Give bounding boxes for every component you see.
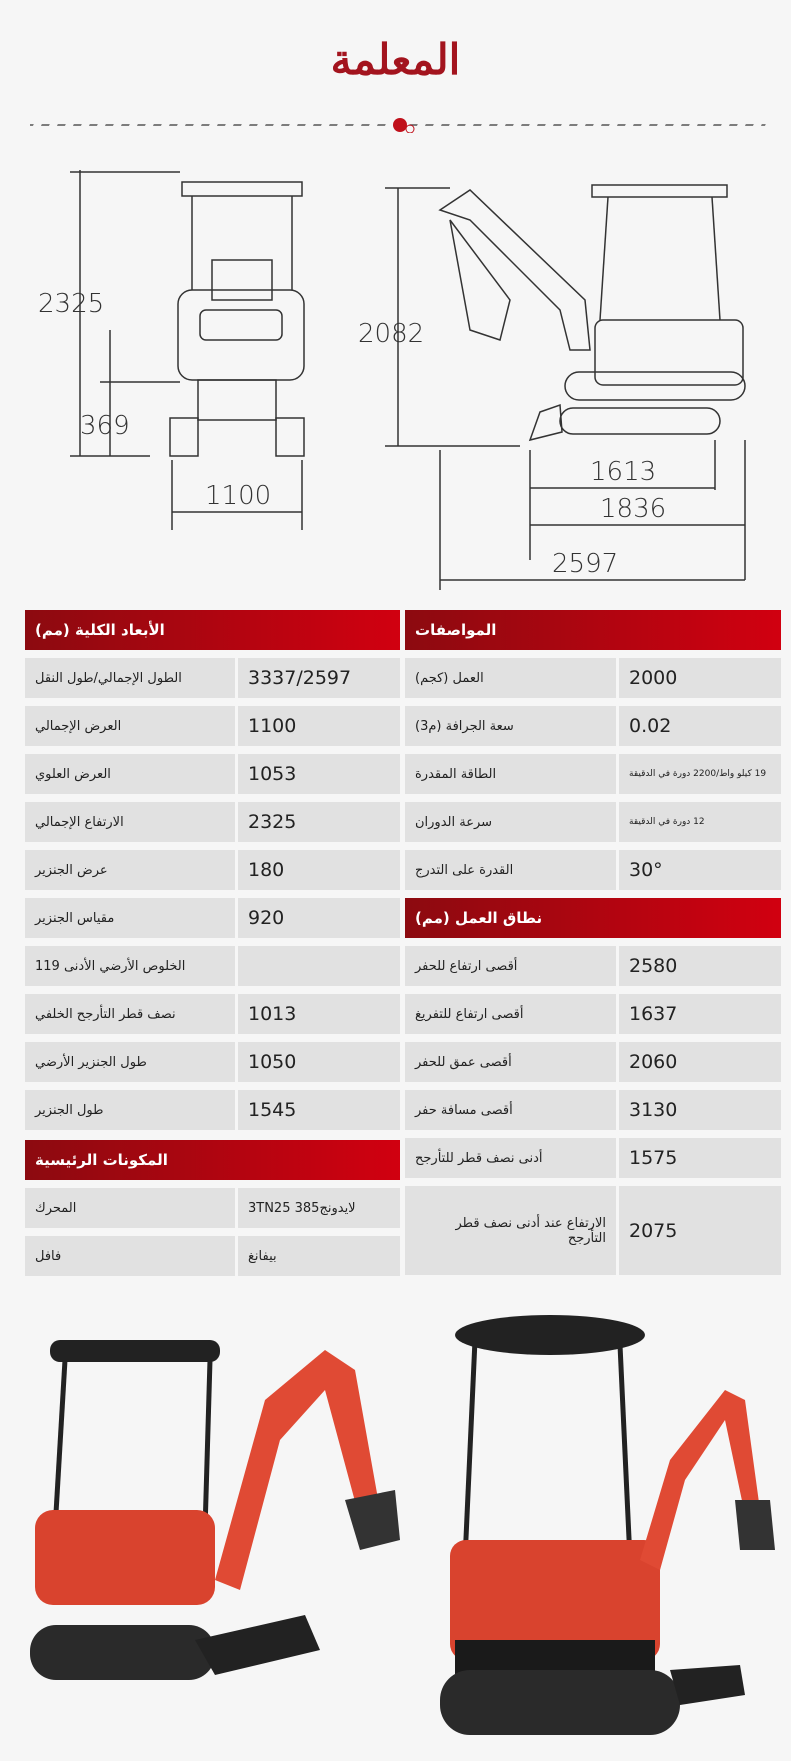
dim-side-height: 2082	[358, 319, 425, 349]
row-label: طول الجنزير الأرضي	[25, 1042, 235, 1082]
row-value: 30°	[619, 850, 781, 890]
section-header-specs: المواصفات	[405, 610, 781, 650]
dim-side-1: 1613	[590, 457, 657, 487]
row-value	[238, 946, 400, 986]
row-value: بيفانغ	[238, 1236, 400, 1276]
row-label: العرض الإجمالي	[25, 706, 235, 746]
row-value: 2075	[619, 1186, 781, 1275]
dim-front-clearance: 369	[80, 411, 130, 441]
row-value: لايدونج385 3TN25	[238, 1188, 400, 1228]
row-value: 0.02	[619, 706, 781, 746]
section-header-components: المكونات الرئيسية	[25, 1140, 400, 1180]
row-label: سعة الجرافة (م3)	[405, 706, 616, 746]
row-value: 1053	[238, 754, 400, 794]
row-label: الطاقة المقدرة	[405, 754, 616, 794]
dimension-drawings	[0, 150, 791, 590]
row-label: العمل (كجم)	[405, 658, 616, 698]
row-label: الارتفاع عند أدنى نصف قطر التأرجح	[405, 1186, 616, 1275]
row-label: مقياس الجنزير	[25, 898, 235, 938]
row-value: 1637	[619, 994, 781, 1034]
row-value: 1100	[238, 706, 400, 746]
row-label: المحرك	[25, 1188, 235, 1228]
row-value: 1013	[238, 994, 400, 1034]
row-label: العرض العلوي	[25, 754, 235, 794]
row-label: طول الجنزير	[25, 1090, 235, 1130]
side-view-drawing	[440, 185, 745, 440]
row-value: 2580	[619, 946, 781, 986]
divider	[30, 117, 770, 133]
dim-front-height: 2325	[38, 289, 105, 319]
front-view-drawing	[170, 182, 304, 456]
row-value: 2060	[619, 1042, 781, 1082]
row-value: 3337/2597	[238, 658, 400, 698]
row-label: الارتفاع الإجمالي	[25, 802, 235, 842]
row-label: القدرة على التدرج	[405, 850, 616, 890]
row-label: الطول الإجمالي/طول النقل	[25, 658, 235, 698]
row-value: 180	[238, 850, 400, 890]
row-label: عرض الجنزير	[25, 850, 235, 890]
section-header-overall: الأبعاد الكلية (مم)	[25, 610, 400, 650]
row-label: سرعة الدوران	[405, 802, 616, 842]
row-value: 1575	[619, 1138, 781, 1178]
row-label: أدنى نصف قطر للتأرجح	[405, 1138, 616, 1178]
page-title: المعلمة	[330, 35, 461, 84]
row-label: الخلوص الأرضي الأدنى 119	[25, 946, 235, 986]
dim-side-3: 2597	[552, 549, 619, 579]
row-label: أقصى مسافة حفر	[405, 1090, 616, 1130]
dim-front-width: 1100	[205, 481, 272, 511]
row-label: أقصى عمق للحفر	[405, 1042, 616, 1082]
row-label: أقصى ارتفاع للتفريغ	[405, 994, 616, 1034]
excavator-photo-right	[440, 1310, 780, 1740]
row-label: أقصى ارتفاع للحفر	[405, 946, 616, 986]
row-label: نصف قطر التأرجح الخلفي	[25, 994, 235, 1034]
dim-side-2: 1836	[600, 494, 667, 524]
row-value: 1050	[238, 1042, 400, 1082]
row-value: 12 دورة في الدقيقة	[619, 802, 781, 842]
row-value: 2000	[619, 658, 781, 698]
red-dot-icon	[393, 118, 407, 132]
row-value: 1545	[238, 1090, 400, 1130]
section-header-working: نطاق العمل (مم)	[405, 898, 781, 938]
row-value: 920	[238, 898, 400, 938]
row-value: 2325	[238, 802, 400, 842]
row-value: 19 كيلو واط/2200 دورة في الدقيقة	[619, 754, 781, 794]
excavator-photo-left	[25, 1330, 425, 1730]
row-label: فافل	[25, 1236, 235, 1276]
row-value: 3130	[619, 1090, 781, 1130]
